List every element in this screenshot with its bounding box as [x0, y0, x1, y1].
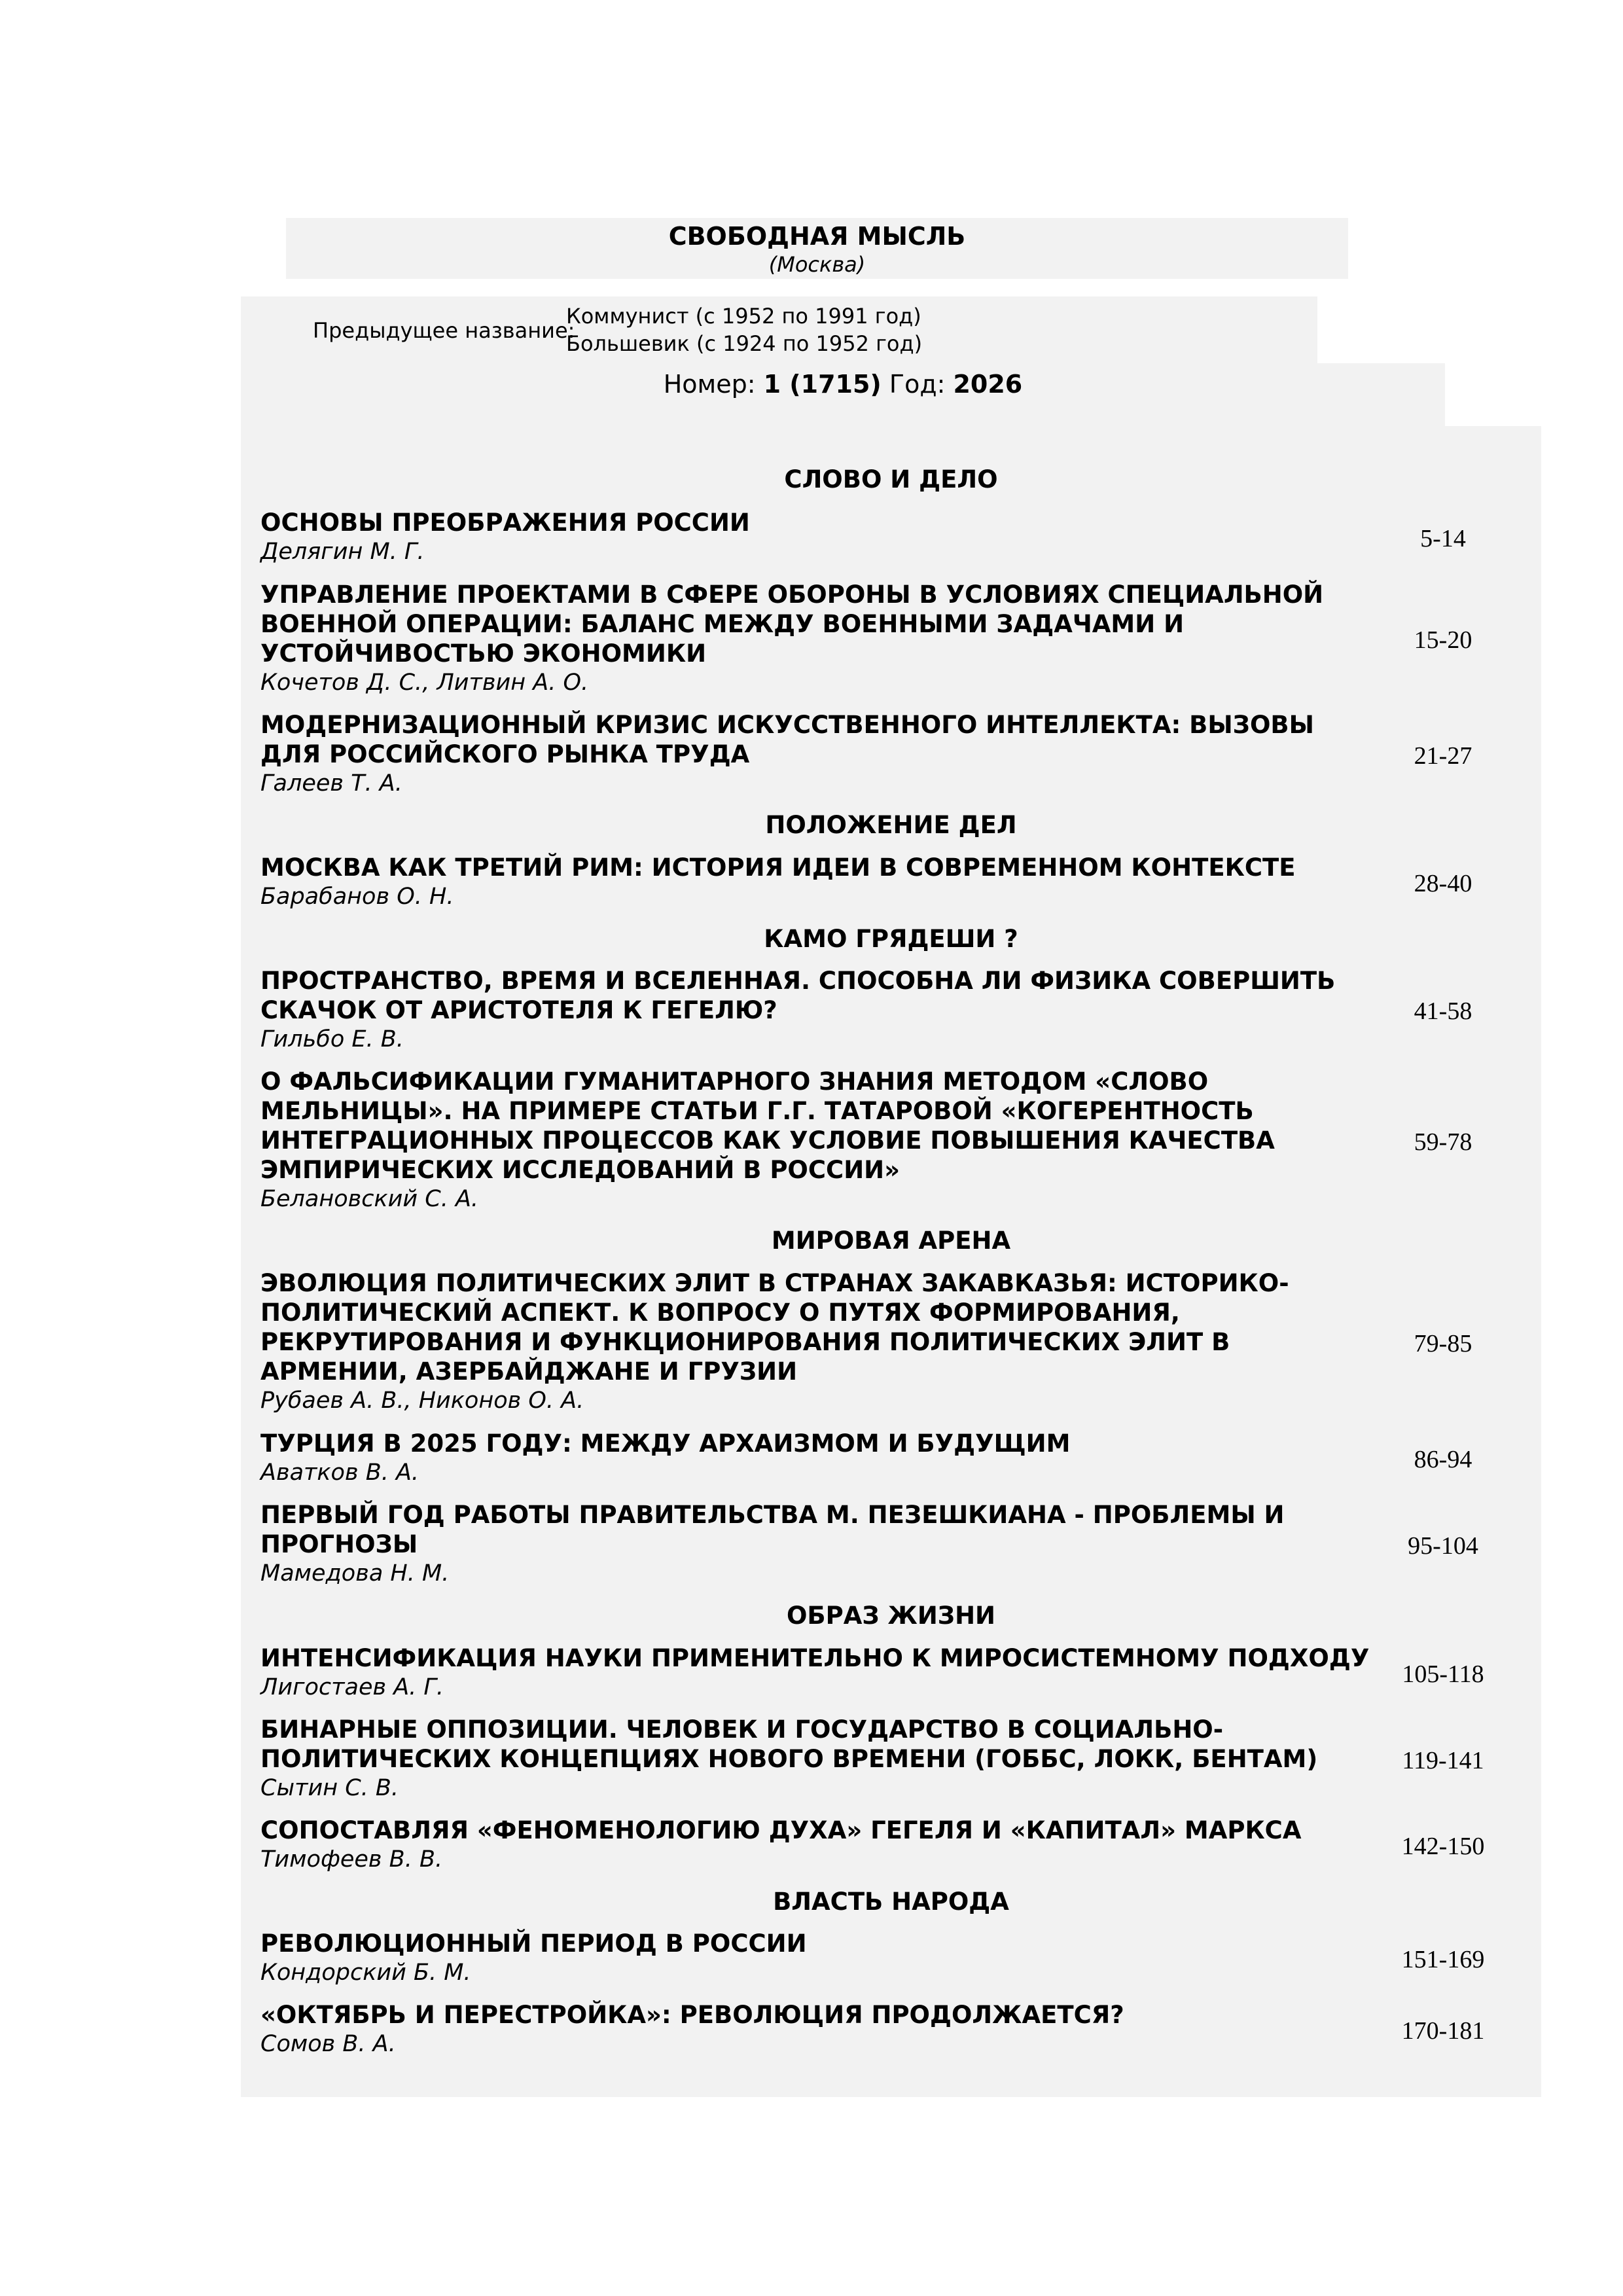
article-title[interactable]: БИНАРНЫЕ ОППОЗИЦИИ. ЧЕЛОВЕК И ГОСУДАРСТВО В СОЦИАЛЬНО-ПОЛИТИЧЕСКИХ КОНЦЕПЦИЯХ НОВОГО ВРЕМЕНИ (ГОББС, ЛОКК, БЕНТАМ) [260, 1715, 1318, 1773]
article-author: Аватков В. А. [260, 1460, 419, 1486]
toc-entry[interactable] [260, 508, 1373, 566]
article-pages: 170-181 [1401, 2017, 1485, 2045]
section-heading: ВЛАСТЬ НАРОДА [773, 1888, 1009, 1916]
article-author: Белановский С. А. [260, 1186, 479, 1212]
toc-entry[interactable] [260, 1715, 1373, 1803]
toc-entry[interactable] [260, 710, 1373, 798]
article-title[interactable]: ОСНОВЫ ПРЕОБРАЖЕНИЯ РОССИИ [260, 509, 750, 537]
journal-city: (Москва) [768, 252, 866, 277]
issue-line [241, 369, 1445, 399]
article-pages: 21-27 [1414, 742, 1472, 770]
section-heading: СЛОВО И ДЕЛО [784, 465, 998, 493]
article-pages: 59-78 [1414, 1128, 1472, 1156]
article-title[interactable]: ПЕРВЫЙ ГОД РАБОТЫ ПРАВИТЕЛЬСТВА М. ПЕЗЕШКИАНА - ПРОБЛЕМЫ И ПРОГНОЗЫ [260, 1501, 1285, 1558]
article-title[interactable]: ПРОСТРАНСТВО, ВРЕМЯ И ВСЕЛЕННАЯ. СПОСОБНА ЛИ ФИЗИКА СОВЕРШИТЬ СКАЧОК ОТ АРИСТОТЕЛЯ К ГЕГЕЛЮ? [260, 967, 1336, 1024]
article-pages: 86-94 [1414, 1446, 1472, 1473]
issue-number: 1 (1715) [763, 370, 882, 399]
article-author: Гильбо Е. В. [260, 1026, 404, 1052]
toc-entry[interactable] [260, 1643, 1373, 1702]
article-title[interactable]: РЕВОЛЮЦИОННЫЙ ПЕРИОД В РОССИИ [260, 1929, 807, 1958]
journal-title: СВОБОДНАЯ МЫСЛЬ [668, 222, 966, 251]
article-pages: 105-118 [1402, 1660, 1484, 1688]
article-author: Сытин С. В. [260, 1775, 399, 1801]
article-pages: 15-20 [1414, 626, 1472, 654]
article-pages: 28-40 [1414, 870, 1472, 897]
year-value: 2026 [953, 370, 1023, 399]
previous-name-2: Большевик (с 1924 по 1952 год) [566, 331, 923, 356]
toc-entry[interactable] [260, 1429, 1373, 1487]
article-author: Мамедова Н. М. [260, 1560, 450, 1587]
article-pages: 41-58 [1414, 997, 1472, 1025]
issue-label: Номер: [663, 370, 756, 399]
article-title[interactable]: «ОКТЯБРЬ И ПЕРЕСТРОЙКА»: РЕВОЛЮЦИЯ ПРОДОЛЖАЕТСЯ? [260, 2001, 1124, 2029]
toc-entry[interactable] [260, 966, 1373, 1054]
article-title[interactable]: МОСКВА КАК ТРЕТИЙ РИМ: ИСТОРИЯ ИДЕИ В СОВРЕМЕННОМ КОНТЕКСТЕ [260, 853, 1296, 882]
article-author: Лигостаев А. Г. [260, 1674, 444, 1700]
article-author: Тимофеев В. В. [260, 1846, 443, 1873]
article-pages: 95-104 [1408, 1532, 1478, 1560]
previous-name-label: Предыдущее название: [313, 318, 575, 343]
toc-entry[interactable] [260, 1929, 1373, 1987]
toc-entry[interactable] [260, 1268, 1373, 1415]
article-pages: 142-150 [1401, 1833, 1485, 1860]
toc-entry[interactable] [260, 580, 1373, 697]
article-title[interactable]: ТУРЦИЯ В 2025 ГОДУ: МЕЖДУ АРХАИЗМОМ И БУДУЩИМ [260, 1429, 1071, 1458]
toc-entry[interactable] [260, 1067, 1373, 1213]
year-label: Год: [889, 370, 946, 399]
section-heading: ОБРАЗ ЖИЗНИ [786, 1602, 996, 1630]
article-author: Галеев Т. А. [260, 770, 402, 797]
article-pages: 151-169 [1401, 1946, 1485, 1973]
section-heading: МИРОВАЯ АРЕНА [771, 1227, 1011, 1255]
section-heading: КАМО ГРЯДЕШИ ? [764, 925, 1018, 953]
previous-name-1: Коммунист (с 1952 по 1991 год) [566, 304, 921, 329]
article-title[interactable]: МОДЕРНИЗАЦИОННЫЙ КРИЗИС ИСКУССТВЕННОГО ИНТЕЛЛЕКТА: ВЫЗОВЫ ДЛЯ РОССИЙСКОГО РЫНКА ТРУДА [260, 711, 1314, 768]
article-title[interactable]: УПРАВЛЕНИЕ ПРОЕКТАМИ В СФЕРЕ ОБОРОНЫ В УСЛОВИЯХ СПЕЦИАЛЬНОЙ ВОЕННОЙ ОПЕРАЦИИ: БАЛАНС МЕЖДУ ВОЕННЫМИ ЗАДАЧАМИ И УСТОЙЧИВОСТЬЮ ЭКОНОМИКИ [260, 581, 1324, 668]
article-title[interactable]: ЭВОЛЮЦИЯ ПОЛИТИЧЕСКИХ ЭЛИТ В СТРАНАХ ЗАКАВКАЗЬЯ: ИСТОРИКО-ПОЛИТИЧЕСКИЙ АСПЕКТ. К ВОПРОСУ О ПУТЯХ ФОРМИРОВАНИЯ, РЕКРУТИРОВАНИЯ И ФУНКЦИОНИРОВАНИЯ ПОЛИТИЧЕСКИХ ЭЛИТ В АРМЕНИИ, АЗЕРБАЙДЖАНЕ И ГРУЗИИ [260, 1269, 1289, 1386]
article-author: Барабанов О. Н. [260, 884, 454, 910]
article-title[interactable]: ИНТЕНСИФИКАЦИЯ НАУКИ ПРИМЕНИТЕЛЬНО К МИРОСИСТЕМНОМУ ПОДХОДУ [260, 1644, 1370, 1672]
toc-entry[interactable] [260, 1816, 1373, 1874]
article-pages: 119-141 [1402, 1747, 1484, 1774]
toc-entry[interactable] [260, 1500, 1373, 1588]
article-author: Кондорский Б. М. [260, 1960, 471, 1986]
article-author: Рубаев А. В., Никонов О. А. [260, 1388, 584, 1414]
article-pages: 5-14 [1420, 525, 1466, 552]
toc-entry[interactable] [260, 2000, 1373, 2058]
article-title[interactable]: СОПОСТАВЛЯЯ «ФЕНОМЕНОЛОГИЮ ДУХА» ГЕГЕЛЯ И «КАПИТАЛ» МАРКСА [260, 1816, 1302, 1844]
toc-entry[interactable] [260, 853, 1373, 911]
article-title[interactable]: О ФАЛЬСИФИКАЦИИ ГУМАНИТАРНОГО ЗНАНИЯ МЕТОДОМ «СЛОВО МЕЛЬНИЦЫ». НА ПРИМЕРЕ СТАТЬИ Г.Г. ТАТАРОВОЙ «КОГЕРЕНТНОСТЬ ИНТЕГРАЦИОННЫХ ПРОЦЕССОВ КАК УСЛОВИЕ ПОВЫШЕНИЯ КАЧЕСТВА ЭМПИРИЧЕСКИХ ИССЛЕДОВАНИЙ В РОССИИ» [260, 1067, 1275, 1184]
article-pages: 79-85 [1414, 1330, 1472, 1357]
section-heading: ПОЛОЖЕНИЕ ДЕЛ [765, 811, 1017, 839]
article-author: Сомов В. А. [260, 2031, 396, 2057]
article-author: Делягин М. Г. [260, 539, 425, 565]
article-author: Кочетов Д. С., Литвин А. О. [260, 670, 589, 696]
